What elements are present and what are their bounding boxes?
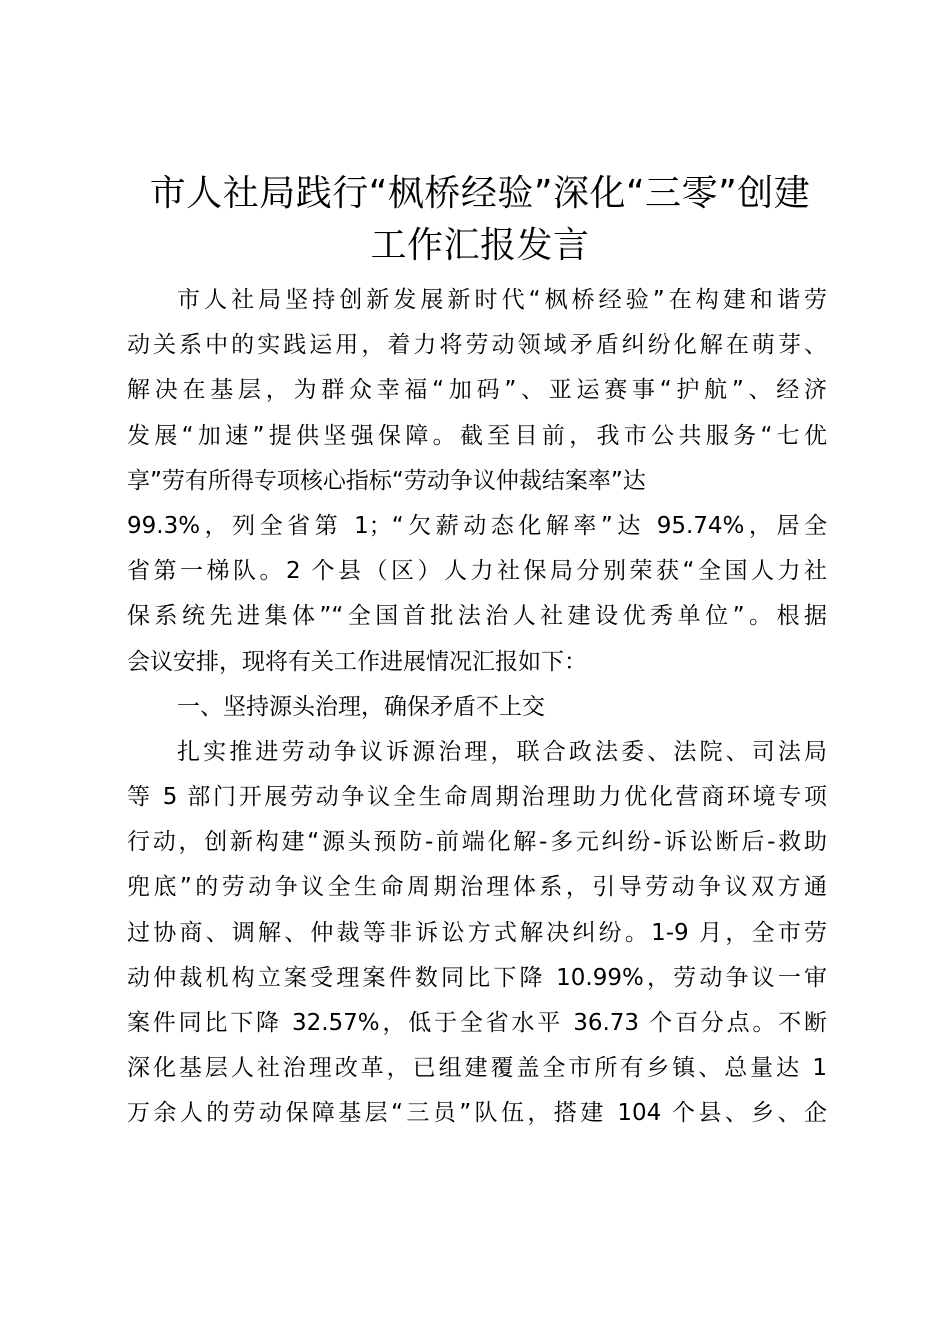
body-line: 会议安排，现将有关工作进展情况汇报如下： (127, 648, 587, 675)
body-line: 99.3%，列全省第 1；“欠薪动态化解率”达 95.74%，居全 (127, 512, 827, 539)
body-line: 发展“加速”提供坚强保障。截至目前，我市公共服务“七优 (127, 422, 827, 449)
body-line: 等 5 部门开展劳动争议全生命周期治理助力优化营商环境专项 (127, 784, 827, 811)
body-line: 动仲裁机构立案受理案件数同比下降 10.99%，劳动争议一审 (127, 964, 827, 991)
body-line: 深化基层人社治理改革，已组建覆盖全市所有乡镇、总量达 1 (127, 1055, 827, 1082)
body-line: 市人社局坚持创新发展新时代“枫桥经验”在构建和谐劳 (177, 287, 827, 313)
body-line: 过协商、调解、仲裁等非诉讼方式解决纠纷。1-9 月，全市劳 (127, 919, 827, 946)
title-line-2: 工作汇报发言 (370, 225, 590, 266)
document-body (127, 278, 827, 1137)
title-line-1: 市人社局践行“枫桥经验”深化“三零”创建 (149, 173, 811, 214)
body-line: 享”劳有所得专项核心指标“劳动争议仲裁结案率”达 (127, 467, 646, 494)
section-heading: 一、坚持源头治理，确保矛盾不上交 (177, 693, 545, 720)
body-line: 省第一梯队。2 个县（区）人力社保局分别荣获“全国人力社 (127, 558, 827, 585)
body-line: 案件同比下降 32.57%，低于全省水平 36.73 个百分点。不断 (127, 1010, 827, 1036)
body-line: 动关系中的实践运用，着力将劳动领域矛盾纠纷化解在萌芽、 (127, 332, 827, 359)
body-line: 兜底”的劳动争议全生命周期治理体系，引导劳动争议双方通 (127, 874, 827, 901)
body-line: 扎实推进劳动争议诉源治理，联合政法委、法院、司法局 (177, 738, 827, 765)
body-line: 解决在基层，为群众幸福“加码”、亚运赛事“护航”、经济 (127, 377, 827, 404)
body-line: 万余人的劳动保障基层“三员”队伍，搭建 104 个县、乡、企 (127, 1100, 827, 1127)
document-title (110, 168, 850, 272)
body-line: 保系统先进集体”“全国首批法治人社建设优秀单位”。根据 (127, 603, 827, 630)
body-line: 行动，创新构建“源头预防-前端化解-多元纠纷-诉讼断后-救助 (127, 829, 827, 856)
